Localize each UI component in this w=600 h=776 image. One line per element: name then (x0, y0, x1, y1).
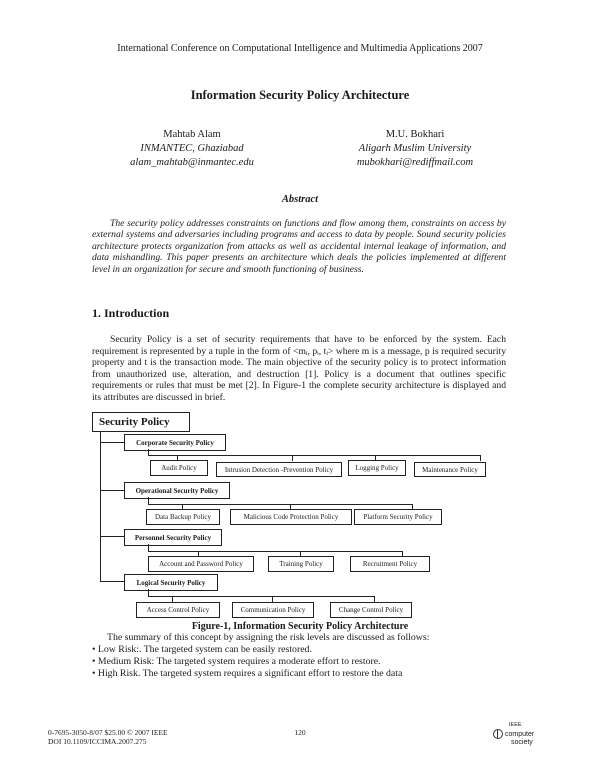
node-platform-security-policy: Platform Security Policy (354, 509, 442, 525)
ieee-computer-society-logo (493, 722, 534, 746)
node-audit-policy: Audit Policy (150, 460, 208, 476)
author-1-email: alam_mahtab@inmantec.edu (130, 157, 254, 168)
logo-ieee: IEEE (509, 722, 522, 728)
node-training-policy: Training Policy (268, 556, 334, 572)
author-2-name: M.U. Bokhari (385, 129, 445, 140)
introduction-paragraph: Security Policy is a set of security requirements that have to be enforced by the system. Each requirement is represented by a tuple in the form of <mᵢ, pᵢ, tᵢ> where m is a message, p is required security property and t is the transaction mode. The main objective of the security policy is to protect information from unauthorized use, alteration, and destruction [1]. Policy is a document that outlines specific requirements or rules that must be met [2]. In Figure-1 the complete security architecture is displayed and its attributes are discussed in brief. (92, 334, 506, 403)
list-item-medium-risk: • Medium Risk: The targeted system requires a moderate effort to restore. (92, 656, 381, 668)
connector-personnel (100, 536, 124, 537)
tick (480, 455, 481, 461)
page-number: 120 (294, 728, 306, 737)
drop-personnel (148, 544, 149, 551)
figure-1-caption: Figure-1, Information Security Policy Architecture (191, 621, 409, 632)
abstract-heading: Abstract (281, 194, 319, 205)
drop-operational (148, 497, 149, 504)
node-logging-policy: Logging Policy (348, 460, 406, 476)
bar-logical (148, 596, 374, 597)
node-access-control-policy: Access Control Policy (136, 602, 220, 618)
node-logical-security-policy: Logical Security Policy (124, 574, 218, 591)
footer-copyright (48, 728, 168, 746)
figure-1-diagram (92, 412, 508, 622)
author-2-affiliation: Aligarh Muslim University (358, 143, 472, 154)
author-1-name: Mahtab Alam (163, 129, 221, 140)
author-1-affiliation: INMANTEC, Ghaziabad (140, 143, 244, 154)
node-change-control-policy: Change Control Policy (330, 602, 412, 618)
node-account-and-password-policy: Account and Password Policy (148, 556, 254, 572)
footer-isbn: 0-7695-3050-8/07 $25.00 © 2007 IEEE (48, 728, 168, 737)
author-2 (330, 128, 500, 170)
node-security-policy: Security Policy (92, 412, 190, 432)
author-1 (92, 128, 292, 170)
node-communication-policy: Communication Policy (232, 602, 314, 618)
section-heading-introduction: 1. Introduction (92, 306, 170, 320)
logo-society: society (511, 739, 533, 746)
paper-title: Information Security Policy Architecture (190, 88, 410, 102)
drop-logical (148, 589, 149, 596)
node-maintenance-policy: Maintenance Policy (414, 462, 486, 477)
node-intrusion-detection-prevention-policy: Intrusion Detection -Prevention Policy (216, 462, 342, 477)
bar-corporate (148, 455, 480, 456)
bar-operational (148, 504, 412, 505)
logo-computer: computer (505, 730, 535, 738)
abstract-text: The security policy addresses constraints on functions and flow among them, constraints on access by external systems and adversaries including programs and access to data by people. Sound security policies architecture protects organization from attacks as well as accidental internal leakage of information, and data mishandling. This paper presents an architecture which deals the policies implemented at different level in an organization for secure and smooth functioning of business. (92, 218, 506, 275)
connector-corporate (100, 442, 124, 443)
node-malicious-code-protection-policy: Malicious Code Protection Policy (230, 509, 352, 525)
conference-header: International Conference on Computational Intelligence and Multimedia Applications 2007 (117, 43, 483, 54)
node-data-backup-policy: Data Backup Policy (146, 509, 220, 525)
summary-intro: The summary of this concept by assigning the risk levels are discussed as follows: (107, 632, 430, 643)
connector-logical (100, 581, 124, 582)
risk-list (92, 644, 522, 681)
bar-personnel (148, 551, 402, 552)
author-2-email: mubokhari@rediffmail.com (356, 157, 474, 168)
node-operational-security-policy: Operational Security Policy (124, 482, 230, 499)
connector-operational (100, 490, 124, 491)
node-corporate-security-policy: Corporate Security Policy (124, 434, 226, 451)
spine-line (100, 432, 101, 581)
footer-doi: DOI 10.1109/ICCIMA.2007.275 (48, 737, 147, 746)
tick (292, 455, 293, 461)
list-item-high-risk: • High Risk. The targeted system requires a significant effort to restore the data (92, 668, 403, 680)
node-recruitment-policy: Recruitment Policy (350, 556, 430, 572)
logo-globe-icon (493, 729, 503, 739)
list-item-low-risk: • Low Risk:. The targeted system can be easily restored. (92, 644, 312, 655)
node-personnel-security-policy: Personnel Security Policy (124, 529, 222, 546)
